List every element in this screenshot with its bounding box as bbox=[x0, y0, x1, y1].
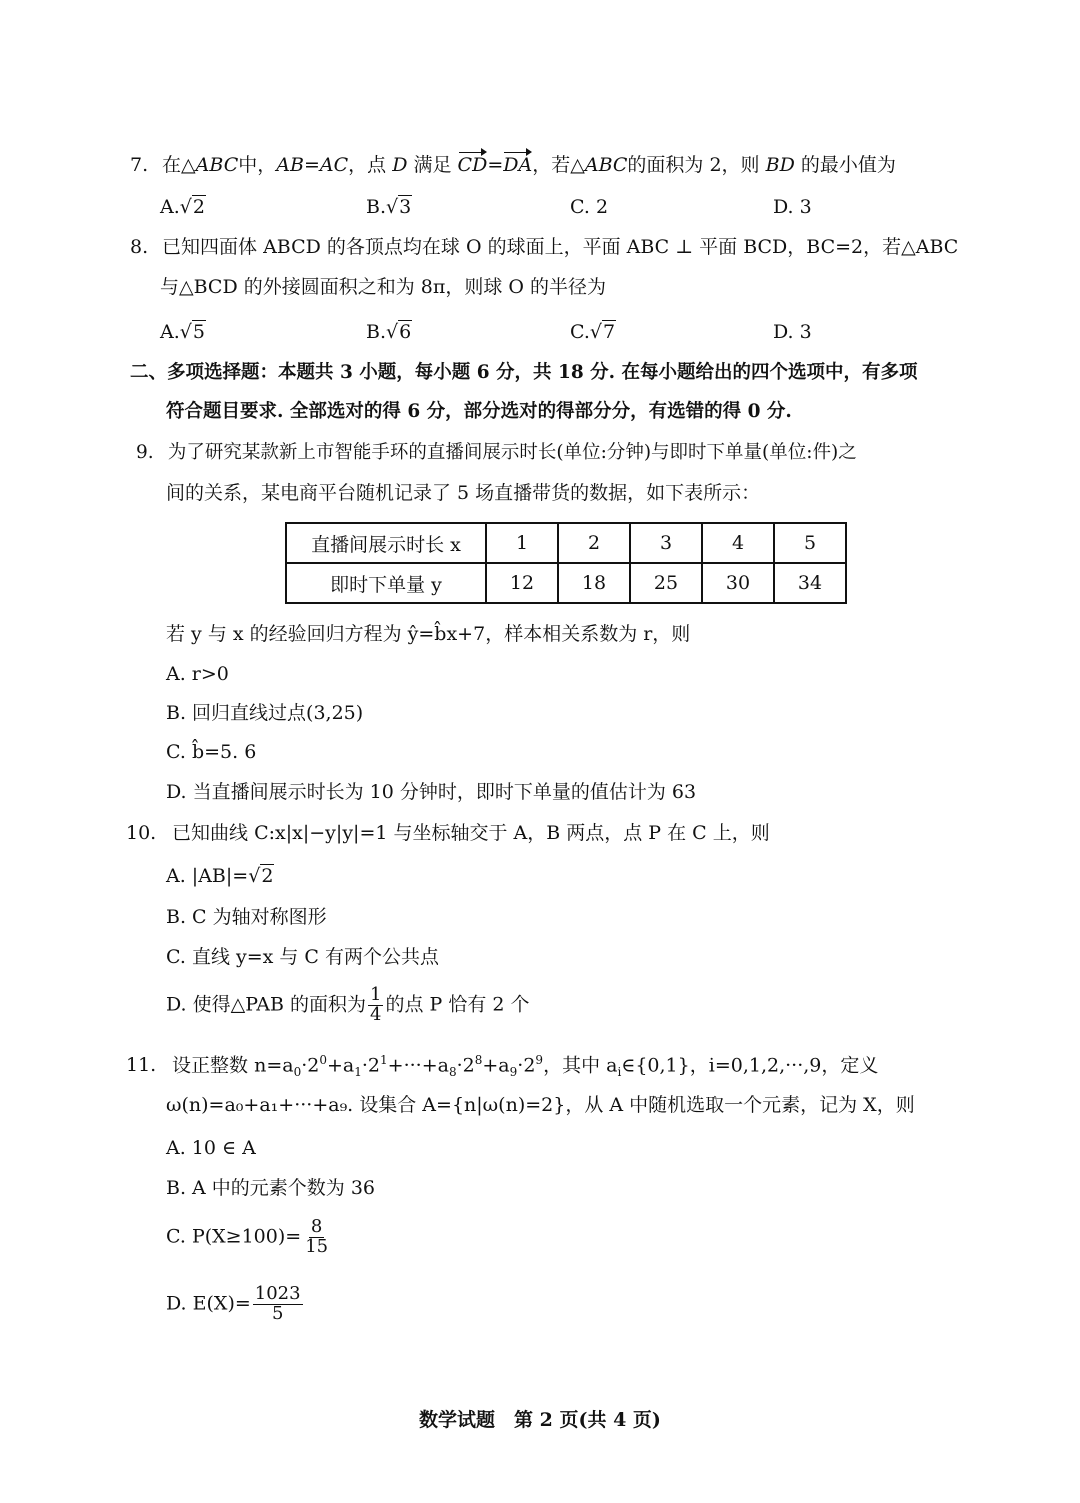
q11-option-d bbox=[166, 1285, 305, 1324]
section-2-heading-line-2: 符合题目要求. 全部选对的得 6 分，部分选对的得部分分，有选错的得 0 分. bbox=[166, 401, 792, 422]
text: A. |AB|= bbox=[166, 865, 249, 887]
q11-option-a: A. 10 ∈ A bbox=[166, 1137, 256, 1159]
text: ·2 bbox=[517, 1054, 536, 1077]
q8-option-a bbox=[160, 321, 206, 344]
text: +a bbox=[327, 1054, 355, 1077]
text: D. E(X)= bbox=[166, 1292, 251, 1315]
text: ∈{0,1}，i=0,1,2,···,9，定义 bbox=[621, 1054, 879, 1077]
question-number: 8. bbox=[130, 236, 149, 258]
question-number: 7. bbox=[130, 154, 149, 176]
radicand: 5 bbox=[192, 321, 205, 343]
denominator: 4 bbox=[370, 1003, 382, 1025]
q10-option-c: C. 直线 y=x 与 C 有两个公共点 bbox=[166, 946, 440, 968]
table-cell: 25 bbox=[630, 563, 702, 603]
table-cell: 18 bbox=[558, 563, 630, 603]
question-8-line-1 bbox=[130, 236, 958, 259]
text: 满足 bbox=[413, 154, 452, 176]
table-cell: 1 bbox=[486, 523, 558, 563]
table-row bbox=[286, 523, 846, 563]
sqrt-symbol: √ bbox=[386, 321, 399, 343]
text: 在△ bbox=[162, 154, 196, 176]
option-label: B. bbox=[366, 196, 387, 218]
sqrt bbox=[248, 865, 274, 888]
numerator: 1023 bbox=[254, 1283, 301, 1304]
question-9-line-1 bbox=[136, 442, 857, 464]
text: ，点 bbox=[348, 154, 387, 176]
option-label: B. bbox=[366, 321, 387, 343]
page-footer: 数学试题 第 2 页(共 4 页) bbox=[419, 1409, 661, 1431]
sqrt bbox=[180, 321, 206, 344]
sqrt bbox=[386, 321, 412, 344]
math-var: ABC bbox=[195, 154, 239, 176]
superscript: 1 bbox=[380, 1053, 388, 1067]
table-cell: 34 bbox=[774, 563, 846, 603]
numerator: 1 bbox=[370, 984, 382, 1005]
text: +a bbox=[482, 1054, 510, 1077]
question-number: 11. bbox=[126, 1054, 157, 1077]
radicand: 7 bbox=[603, 321, 616, 343]
table-row-header: 即时下单量 y bbox=[286, 563, 486, 603]
text: 已知四面体 ABCD 的各顶点均在球 O 的球面上，平面 ABC ⊥ 平面 BCD，BC=2，若△ABC bbox=[162, 236, 959, 258]
sqrt-symbol: √ bbox=[179, 321, 192, 343]
q8-option-b bbox=[366, 321, 412, 344]
fraction bbox=[253, 1285, 303, 1324]
q9-option-a: A. r>0 bbox=[166, 663, 229, 685]
text: ·2 bbox=[456, 1054, 475, 1077]
q7-option-d: D. 3 bbox=[773, 196, 812, 218]
option-label: A. bbox=[160, 196, 180, 218]
question-9-line-2: 间的关系，某电商平台随机记录了 5 场直播带货的数据，如下表所示： bbox=[166, 482, 761, 504]
radicand: 3 bbox=[399, 196, 412, 218]
vector-cd: CD bbox=[458, 150, 488, 177]
sqrt bbox=[180, 196, 206, 219]
option-label: C. bbox=[570, 321, 590, 343]
option-label: A. bbox=[160, 321, 180, 343]
sqrt-symbol: √ bbox=[386, 196, 399, 218]
question-number: 10. bbox=[126, 822, 157, 844]
question-number: 9. bbox=[136, 442, 154, 463]
vector-da: DA bbox=[503, 150, 532, 177]
table-cell: 5 bbox=[774, 523, 846, 563]
text: ，若△ bbox=[532, 154, 585, 176]
q11-option-b: B. A 中的元素个数为 36 bbox=[166, 1177, 376, 1199]
q8-option-c bbox=[570, 321, 616, 344]
radicand: 2 bbox=[192, 196, 205, 218]
superscript: 9 bbox=[535, 1053, 544, 1067]
text: 的面积为 2，则 bbox=[627, 154, 760, 176]
math-var: BD bbox=[765, 154, 795, 176]
question-11-line-1 bbox=[126, 1053, 878, 1080]
sqrt-symbol: √ bbox=[248, 865, 261, 887]
text: 已知曲线 C:x|x|−y|y|=1 与坐标轴交于 A，B 两点，点 P 在 C 上，则 bbox=[172, 822, 770, 844]
text: 中， bbox=[238, 154, 277, 176]
text: D. 使得△PAB 的面积为 bbox=[166, 993, 367, 1016]
question-11-line-2: ω(n)=a₀+a₁+···+a₉. 设集合 A={n|ω(n)=2}，从 A 中随机选取一个元素，记为 X，则 bbox=[166, 1094, 915, 1116]
data-table bbox=[285, 522, 847, 604]
math-var: AB bbox=[276, 154, 304, 176]
sqrt bbox=[386, 196, 412, 219]
math-var: AC bbox=[319, 154, 349, 176]
question-8-line-2: 与△BCD 的外接圆面积之和为 8π，则球 O 的半径为 bbox=[160, 276, 607, 298]
question-9-stem: 若 y 与 x 的经验回归方程为 ŷ=b̂x+7，样本相关系数为 r，则 bbox=[166, 623, 691, 645]
superscript: 0 bbox=[319, 1053, 327, 1067]
fraction bbox=[303, 1218, 330, 1257]
table-cell: 12 bbox=[486, 563, 558, 603]
sqrt-symbol: √ bbox=[589, 321, 603, 343]
text: 为了研究某款新上市智能手环的直播间展示时长(单位:分钟)与即时下单量(单位:件)之 bbox=[167, 442, 857, 463]
q7-option-b bbox=[366, 196, 412, 219]
q9-option-b: B. 回归直线过点(3,25) bbox=[166, 702, 364, 724]
text: = bbox=[487, 154, 504, 176]
radicand: 6 bbox=[399, 321, 412, 343]
text: +···+a bbox=[387, 1054, 449, 1077]
q7-option-c: C. 2 bbox=[570, 196, 609, 218]
denominator: 5 bbox=[271, 1302, 284, 1324]
text: 设正整数 n=a bbox=[172, 1054, 294, 1077]
subscript: i bbox=[617, 1065, 622, 1080]
q9-option-d: D. 当直播间展示时长为 10 分钟时，即时下单量的值估计为 63 bbox=[166, 781, 697, 803]
table-cell: 2 bbox=[558, 523, 630, 563]
radicand: 2 bbox=[261, 865, 274, 887]
q11-option-c bbox=[166, 1218, 332, 1257]
text: 的最小值为 bbox=[800, 154, 896, 176]
subscript: 1 bbox=[354, 1065, 362, 1080]
fraction bbox=[368, 986, 383, 1025]
question-10-stem bbox=[126, 822, 770, 845]
text: ·2 bbox=[301, 1054, 320, 1077]
text: ·2 bbox=[361, 1054, 381, 1077]
math-var: D bbox=[392, 154, 408, 176]
text: 的点 P 恰有 2 个 bbox=[385, 993, 530, 1016]
sqrt-symbol: √ bbox=[179, 196, 192, 218]
table-cell: 3 bbox=[630, 523, 702, 563]
numerator: 8 bbox=[310, 1216, 323, 1237]
table-row bbox=[286, 563, 846, 603]
section-2-heading-line-1: 二、多项选择题：本题共 3 小题，每小题 6 分，共 18 分. 在每小题给出的四个选项中，有多项 bbox=[130, 362, 918, 383]
text: ，其中 a bbox=[543, 1054, 618, 1077]
subscript: 8 bbox=[448, 1065, 457, 1080]
q9-option-c: C. b̂=5. 6 bbox=[166, 741, 257, 763]
q7-option-a bbox=[160, 196, 206, 219]
question-7-stem bbox=[130, 150, 896, 177]
q10-option-d bbox=[166, 986, 530, 1025]
table-row-header: 直播间展示时长 x bbox=[286, 523, 486, 563]
sqrt bbox=[590, 321, 616, 344]
superscript: 8 bbox=[474, 1053, 483, 1067]
q10-option-a bbox=[166, 865, 274, 888]
text: C. P(X≥100)= bbox=[166, 1225, 302, 1248]
denominator: 15 bbox=[305, 1235, 329, 1257]
table-cell: 30 bbox=[702, 563, 774, 603]
table-cell: 4 bbox=[702, 523, 774, 563]
subscript: 0 bbox=[293, 1065, 302, 1080]
subscript: 9 bbox=[509, 1065, 518, 1080]
q10-option-b: B. C 为轴对称图形 bbox=[166, 906, 327, 928]
text: = bbox=[303, 154, 320, 176]
q8-option-d: D. 3 bbox=[773, 321, 812, 343]
math-var: ABC bbox=[584, 154, 628, 176]
